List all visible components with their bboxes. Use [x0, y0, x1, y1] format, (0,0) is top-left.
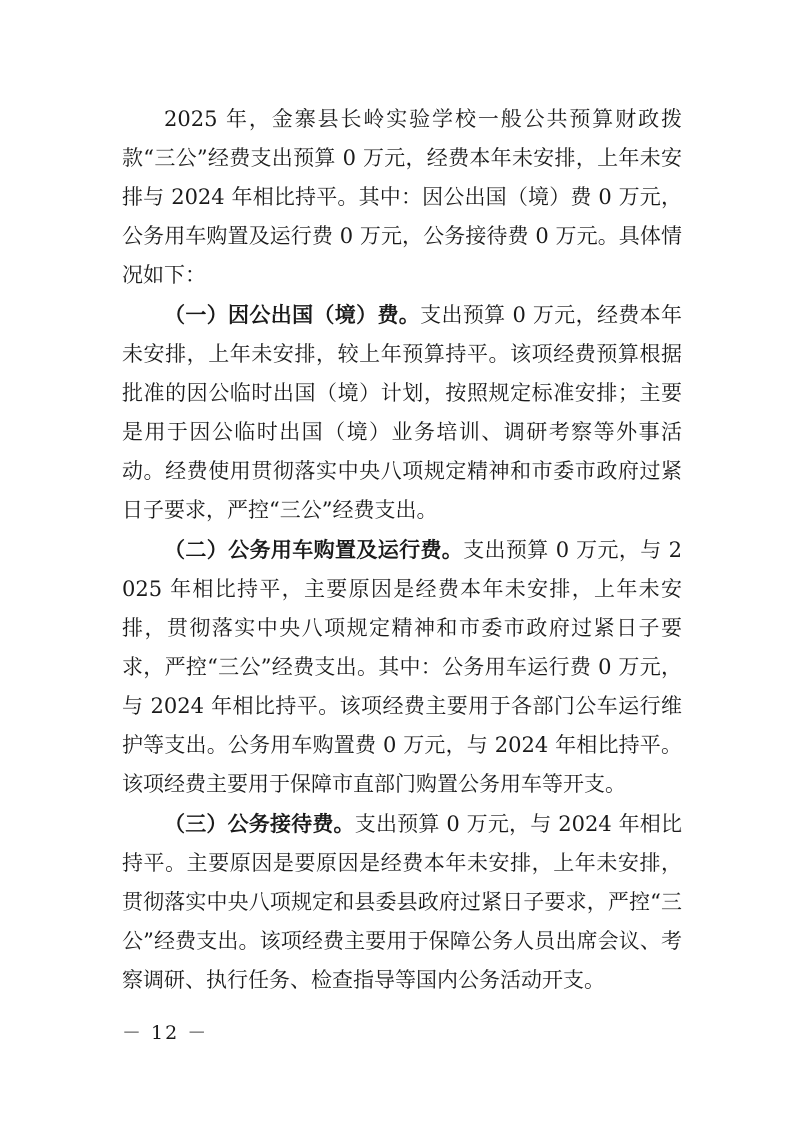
section-3-paragraph — [122, 804, 682, 1000]
section-1-body: 支出预算 0 万元，经费本年未安排，上年未安排，较上年预算持平。该项经费预算根据批准的因公临时出国（境）计划，按照规定标准安排；主要是用于因公临时出国（境）业务培训、调研考察等外事活动。经费使用贯彻落实中央八项规定精神和市委市政府过紧日子要求，严控“三公”经费支出。 — [122, 303, 682, 522]
section-1-paragraph — [122, 295, 682, 530]
section-3-heading: （三）公务接待费。 — [164, 811, 355, 836]
section-3-body: 支出预算 0 万元，与 2024 年相比持平。主要原因是要原因是经费本年未安排，上年未安排，贯彻落实中央八项规定和县委县政府过紧日子要求，严控“三公”经费支出。该项经费主要用于保障公务人员出席会议、考察调研、执行任务、检查指导等国内公务活动开支。 — [122, 812, 682, 992]
intro-paragraph: 2025 年，金寨县长岭实验学校一般公共预算财政拨款“三公”经费支出预算 0 万元，经费本年未安排，上年未安排与 2024 年相比持平。其中：因公出国（境）费 0 万元，公务用车购置及运行费 0 万元，公务接待费 0 万元。具体情况如下： — [122, 107, 682, 287]
section-2-heading: （二）公务用车购置及运行费。 — [164, 537, 464, 562]
section-1-heading: （一）因公出国（境）费。 — [164, 302, 421, 327]
document-body — [122, 100, 682, 1000]
section-2-paragraph — [122, 530, 682, 804]
section-2-body: 支出预算 0 万元，与 2025 年相比持平，主要原因是经费本年未安排，上年未安排，贯彻落实中央八项规定精神和市委市政府过紧日子要求，严控“三公”经费支出。其中：公务用车运行费 0 万元，与 2024 年相比持平。该项经费主要用于各部门公车运行维护等支出。公务用车购置费 0 万元，与 2024 年相比持平。该项经费主要用于保障市直部门购置公务用车等开支。 — [122, 538, 683, 796]
page-number: － 12 － — [122, 1022, 209, 1044]
